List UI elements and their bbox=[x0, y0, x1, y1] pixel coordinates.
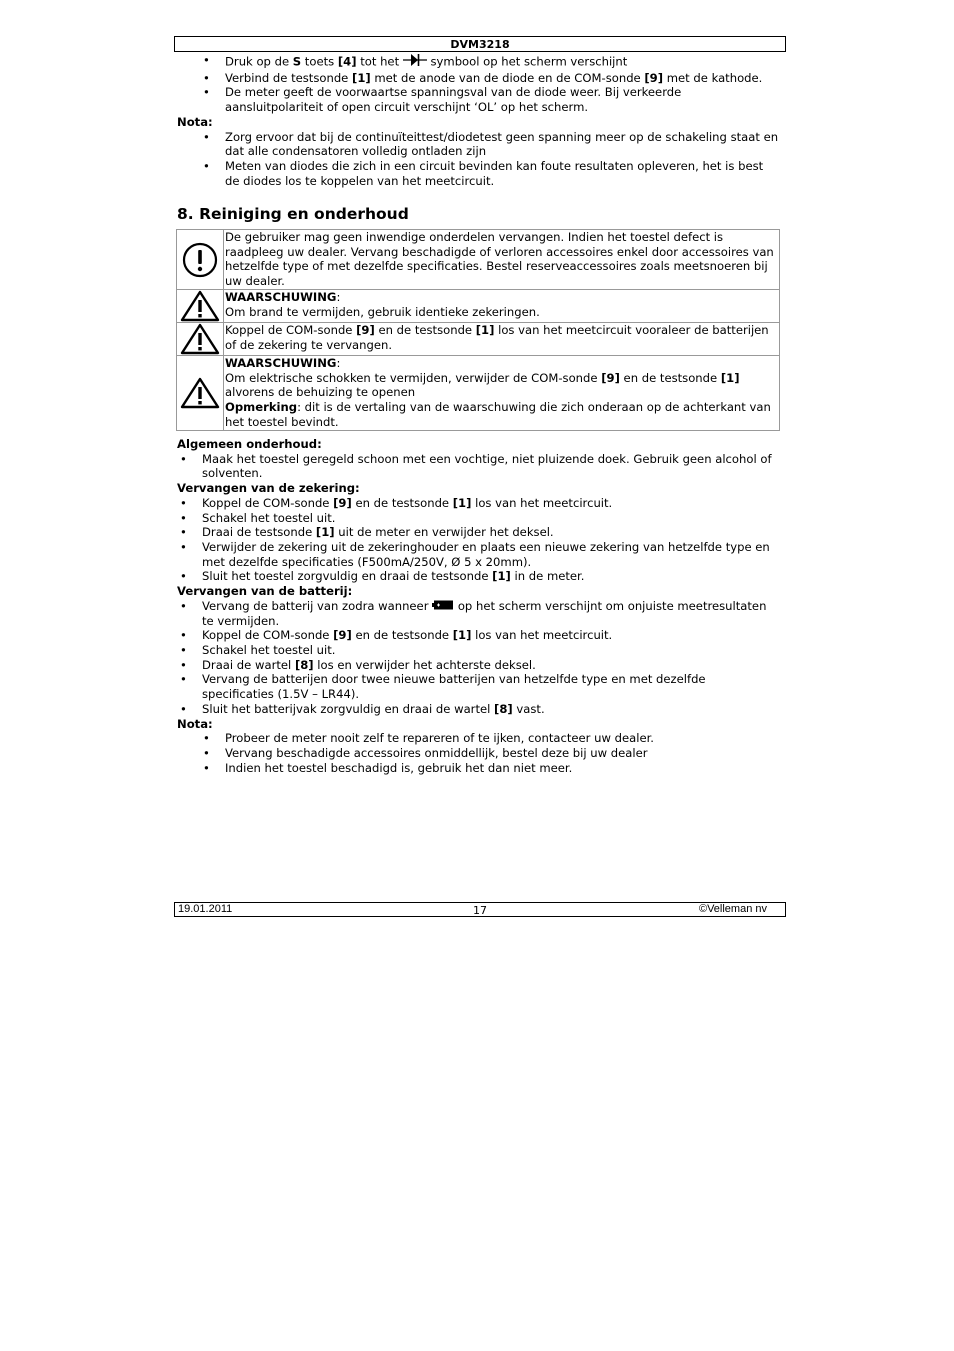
warning-triangle-icon bbox=[177, 323, 224, 356]
list-item: • Draai de wartel [8] los en verwijder het achterste deksel. bbox=[177, 658, 779, 673]
subsection-label: Vervangen van de zekering: bbox=[177, 481, 360, 496]
model-title: DVM3218 bbox=[450, 38, 510, 51]
footer-date: 19.01.2011 bbox=[178, 903, 233, 915]
warning-text: WAARSCHUWING: Om elektrische schokken te vermijden, verwijder de COM-sonde [9] en de testsonde [1] alvorens de behuizing te openen Opmerking: dit is de vertaling van de waarschuwing die zich onderaan op de achterkant van het toestel bevindt. bbox=[224, 356, 780, 431]
list-item: • Druk op de S toets [4] tot het symbool op het scherm verschijnt bbox=[177, 53, 779, 71]
page-header bbox=[174, 36, 786, 52]
list-item: • Koppel de COM-sonde [9] en de testsonde [1] los van het meetcircuit. bbox=[177, 628, 779, 643]
warning-text: Koppel de COM-sonde [9] en de testsonde [1] los van het meetcircuit vooraleer de batterijen of de zekering te vervangen. bbox=[224, 323, 780, 356]
maintenance-section bbox=[177, 437, 779, 775]
list-item: • Sluit het toestel zorgvuldig en draai de testsonde [1] in de meter. bbox=[177, 569, 779, 584]
list-item: • Probeer de meter nooit zelf te repareren of te ijken, contacteer uw dealer. bbox=[177, 731, 779, 746]
list-item: • De meter geeft de voorwaartse spanningsval van de diode weer. Bij verkeerde aansluitpolariteit of open circuit verschijnt ‘OL’ op het scherm. bbox=[177, 85, 779, 114]
battery-low-icon bbox=[432, 599, 454, 614]
list-item: • Meten van diodes die zich in een circuit bevinden kan foute resultaten opleveren, het is best de diodes los te koppelen van het meetcircuit. bbox=[177, 159, 779, 188]
list-item: • Schakel het toestel uit. bbox=[177, 643, 779, 658]
nota-label: Nota: bbox=[177, 114, 213, 129]
section-heading: 8. Reiniging en onderhoud bbox=[177, 205, 409, 223]
list-item: • Verbind de testsonde [1] met de anode van de diode en de COM-sonde [9] met de kathode. bbox=[177, 71, 779, 86]
exclamation-circle-icon bbox=[177, 230, 224, 290]
warning-triangle-icon bbox=[177, 290, 224, 323]
list-item: • Zorg ervoor dat bij de continuïteittest/diodetest geen spanning meer op de schakeling staat en dat alle condensatoren volledig ontladen zijn bbox=[177, 130, 779, 159]
list-item: • Sluit het batterijvak zorgvuldig en draai de wartel [8] vast. bbox=[177, 702, 779, 717]
list-item: • Draai de testsonde [1] uit de meter en verwijder het deksel. bbox=[177, 525, 779, 540]
subsection-label: Vervangen van de batterij: bbox=[177, 584, 353, 599]
warning-text: WAARSCHUWING: Om brand te vermijden, gebruik identieke zekeringen. bbox=[224, 290, 780, 323]
page-number: 17 bbox=[473, 904, 487, 917]
list-item: • Verwijder de zekering uit de zekeringhouder en plaats een nieuwe zekering van hetzelfde type en met dezelfde specificaties (F500mA/250V, Ø 5 x 20mm). bbox=[177, 540, 779, 569]
warnings-table bbox=[176, 229, 780, 431]
list-item: • Indien het toestel beschadigd is, gebruik het dan niet meer. bbox=[177, 761, 779, 776]
list-item: • Vervang de batterij van zodra wanneer op het scherm verschijnt om onjuiste meetresultaten te vermijden. bbox=[177, 599, 779, 629]
list-item: • Schakel het toestel uit. bbox=[177, 511, 779, 526]
list-item: • Vervang beschadigde accessoires onmiddellijk, bestel deze bij uw dealer bbox=[177, 746, 779, 761]
footer-copyright: ©Velleman nv bbox=[698, 903, 767, 915]
nota-label: Nota: bbox=[177, 716, 213, 731]
list-item: • Maak het toestel geregeld schoon met een vochtige, niet pluizende doek. Gebruik geen alcohol of solventen. bbox=[177, 452, 779, 481]
diode-test-steps bbox=[177, 53, 779, 188]
page-footer bbox=[174, 902, 786, 917]
warning-text: De gebruiker mag geen inwendige onderdelen vervangen. Indien het toestel defect is raadpleeg uw dealer. Vervang beschadigde of verloren accessoires enkel door accessoires van hetzelfde type of met dezelfde specificaties. Bestel reserveaccessoires zoals meetsnoeren bij uw dealer. bbox=[224, 230, 780, 290]
diode-symbol-icon bbox=[403, 53, 427, 71]
list-item: • Koppel de COM-sonde [9] en de testsonde [1] los van het meetcircuit. bbox=[177, 496, 779, 511]
warning-triangle-icon bbox=[177, 356, 224, 431]
subsection-label: Algemeen onderhoud: bbox=[177, 437, 322, 451]
list-item: • Vervang de batterijen door twee nieuwe batterijen van hetzelfde type en met dezelfde specificaties (1.5V – LR44). bbox=[177, 672, 779, 701]
